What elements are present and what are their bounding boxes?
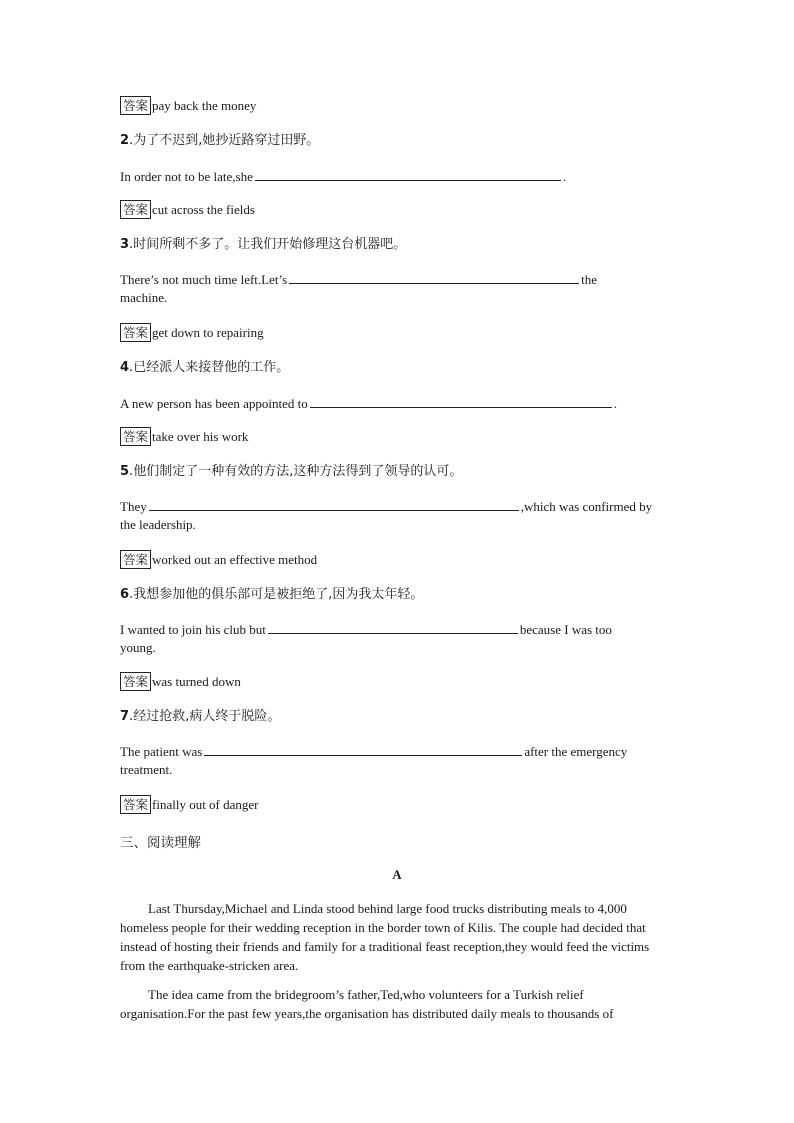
answer-row-3 [120,323,264,343]
sentence-continuation: machine. [120,290,168,305]
answer-text: worked out an effective method [152,552,318,567]
fill-blank[interactable] [310,393,612,408]
answer-row-7 [120,795,259,815]
question-3: 3.时间所剩不多了。让我们开始修理这台机器吧。 [120,237,407,252]
question-number: 4 [120,360,130,375]
sentence-end: ,which was confirmed by [520,499,653,514]
fill-blank[interactable] [289,269,579,284]
question-2: 2.为了不迟到,她抄近路穿过田野。 [120,133,320,148]
sentence-4 [120,393,617,414]
answer-text: pay back the money [152,98,257,113]
fill-blank[interactable] [149,496,519,511]
question-text: 他们制定了一种有效的方法,这种方法得到了领导的认可。 [133,464,463,479]
answer-label: 答案 [120,795,151,814]
question-number: 2 [120,133,130,148]
sentence-5-continued [120,515,196,535]
passage-paragraph-1: Last Thursday,Michael and Linda stood behind large food trucks distributing meals to 4,000 homeless people for their wedding reception in the border town of Kilis. The couple had decided that instead of hosting their friends and family for a traditional feast reception,they would feed the victims from the earthquake-stricken area. [120,901,650,973]
answer-label: 答案 [120,200,151,219]
sentence-3-continued [120,288,167,308]
question-text: 时间所剩不多了。让我们开始修理这台机器吧。 [133,237,407,252]
question-text: 我想参加他的俱乐部可是被拒绝了,因为我太年轻。 [133,587,424,602]
answer-label: 答案 [120,672,151,691]
answer-label: 答案 [120,323,151,342]
answer-text: cut across the fields [152,202,255,217]
sentence-start: The patient was [120,744,203,759]
question-number: 6 [120,587,130,602]
question-text: 为了不迟到,她抄近路穿过田野。 [133,133,320,148]
passage-letter: A [392,867,402,882]
answer-row-4 [120,427,248,447]
sentence-continuation: treatment. [120,762,173,777]
sentence-7 [120,741,627,762]
sentence-5 [120,496,652,517]
sentence-start: They [120,499,147,514]
sentence-continuation: the leadership. [120,517,196,532]
answer-label: 答案 [120,96,151,115]
answer-label: 答案 [120,550,151,569]
question-number: 7 [120,709,130,724]
sentence-continuation: young. [120,640,156,655]
answer-text: finally out of danger [152,797,259,812]
sentence-3 [120,269,597,290]
passage-paragraph-2: The idea came from the bridegroom’s father,Ted,who volunteers for a Turkish relief organisation.For the past few years,the organisation has distributed daily meals to thousands of [120,987,614,1021]
question-7: 7.经过抢救,病人终于脱险。 [120,709,281,724]
sentence-6-continued [120,638,156,658]
sentence-end: . [613,396,617,411]
answer-text: was turned down [152,674,241,689]
answer-row-1 [120,96,256,116]
section-title: 三、阅读理解 [120,835,201,851]
sentence-start: I wanted to join his club but [120,622,266,637]
sentence-6 [120,619,612,640]
answer-text: get down to repairing [152,325,264,340]
question-text: 已经派人来接替他的工作。 [133,360,290,375]
fill-blank[interactable] [255,166,561,181]
answer-label: 答案 [120,427,151,446]
question-6: 6.我想参加他的俱乐部可是被拒绝了,因为我太年轻。 [120,587,424,602]
answer-row-2 [120,200,255,220]
sentence-2 [120,166,566,187]
answer-text: take over his work [152,429,249,444]
question-5: 5.他们制定了一种有效的方法,这种方法得到了领导的认可。 [120,464,463,479]
question-4: 4.已经派人来接替他的工作。 [120,360,290,375]
sentence-start: A new person has been appointed to [120,396,308,411]
answer-row-5 [120,550,317,570]
sentence-7-continued [120,760,172,780]
sentence-start: In order not to be late,she [120,169,253,184]
sentence-end: because I was too [519,622,612,637]
question-number: 5 [120,464,130,479]
sentence-end: . [562,169,567,184]
question-number: 3 [120,237,130,252]
fill-blank[interactable] [268,619,518,634]
fill-blank[interactable] [204,741,522,756]
sentence-end: after the emergency [524,744,628,759]
sentence-end: the [581,272,598,287]
answer-row-6 [120,672,241,692]
question-text: 经过抢救,病人终于脱险。 [133,709,281,724]
sentence-start: There’s not much time left.Let’s [120,272,288,287]
